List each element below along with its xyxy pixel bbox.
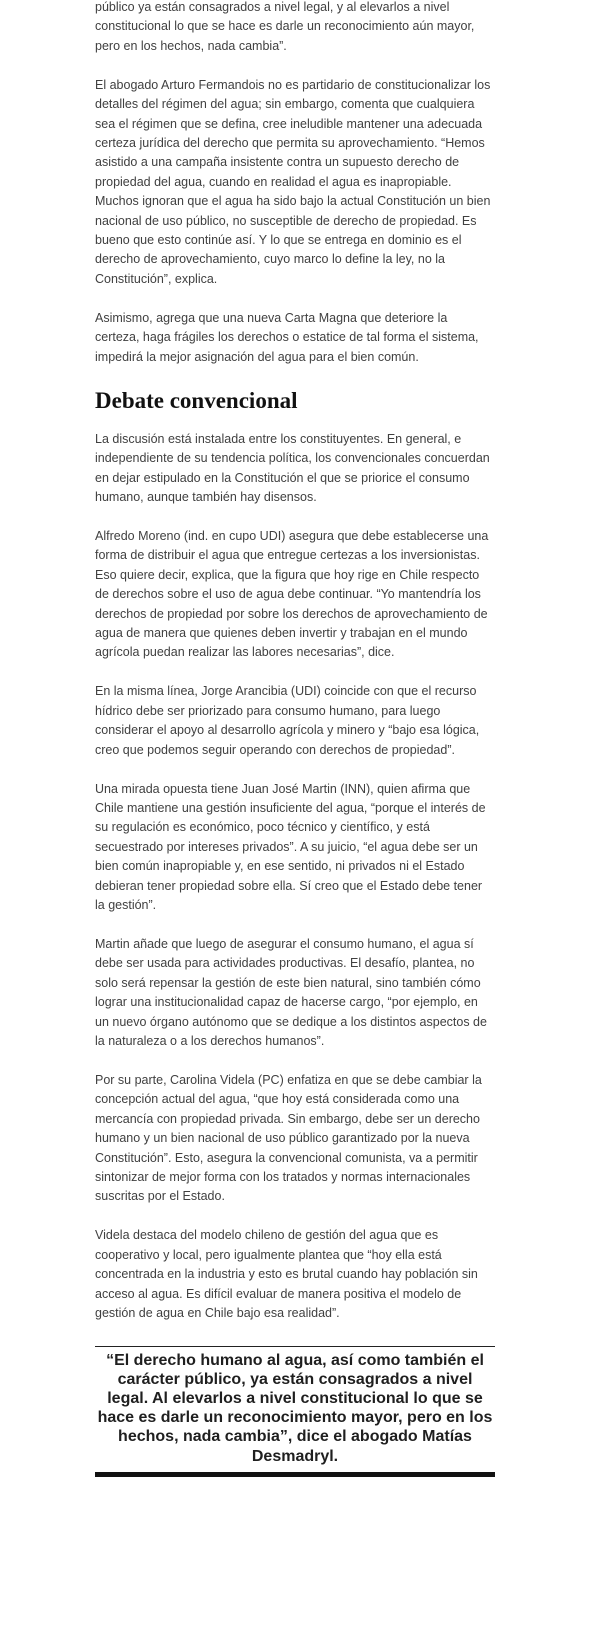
paragraph-2: El abogado Arturo Fermandois no es partidario de constitucionalizar los detalles del régimen del agua; sin embargo, comenta que cualquiera sea el régimen que se defina, cree ineludible mantener una adecuada certeza jurídica del derecho que permita su aprovechamiento. “Hemos asistido a una campaña insistente contra un supuesto derecho de propiedad del agua, cuando en realidad el agua es inapropiable. Muchos ignoran que el agua ha sido bajo la actual Constitución un bien nacional de uso público, no susceptible de derecho de propiedad. Es bueno que esto continúe así. Y lo que se entrega en dominio es el derecho de aprovechamiento, cuyo marco lo define la ley, no la Constitución”, explica. xyxy=(95,77,491,286)
paragraph-10: Videla destaca del modelo chileno de gestión del agua que es cooperativo y local, pero igualmente plantea que “hoy ella está concentrada en la industria y esto es brutal cuando hay población sin acceso al agua. Es difícil evaluar de manera positiva el modelo de gestión de agua en Chile bajo esa realidad”. xyxy=(95,1228,478,1321)
paragraph-7: Una mirada opuesta tiene Juan José Martin (INN), quien afirma que Chile mantiene una gestión insuficiente del agua, “porque el interés de su regulación es económico, poco técnico y científico, y está secuestrado por intereses privados”. A su juicio, “el agua debe ser un bien común inapropiable y, en ese sentido, ni privados ni el Estado debieran tener propiedad sobre ella. Sí creo que el Estado debe tener la gestión”. xyxy=(95,781,486,912)
paragraph-1: público ya están consagrados a nivel legal, y al elevarlos a nivel constitucional lo que se hace es darle un reconocimiento aún mayor, pero en los hechos, nada cambia”. xyxy=(95,0,475,53)
pull-quote: “El derecho humano al agua, así como también el carácter público, ya están consagrados a nivel legal. Al elevarlos a nivel constitucional lo que se hace es darle un reconocimiento mayor, pero en los hechos, nada cambia”, dice el abogado Matías Desmadryl. xyxy=(95,1346,495,1477)
paragraph-4: La discusión está instalada entre los constituyentes. En general, e independiente de su tendencia política, los convencionales concuerdan en dejar estipulado en la Constitución el que se priorice el consumo humano, aunque también hay disensos. xyxy=(95,431,490,504)
paragraph-9: Por su parte, Carolina Videla (PC) enfatiza en que se debe cambiar la concepción actual del agua, “que hoy está considerada como una mercancía con propiedad privada. Sin embargo, debe ser un derecho humano y un bien nacional de uso público garantizado por la nueva Constitución”. Esto, asegura la convencional comunista, va a permitir sintonizar de mejor forma con los tratados y normas internacionales suscritas por el Estado. xyxy=(95,1073,482,1204)
paragraph-8: Martin añade que luego de asegurar el consumo humano, el agua sí debe ser usada para actividades productivas. El desafío, plantea, no solo será repensar la gestión de este bien natural, sino también cómo lograr una institucionalidad capaz de hacerse cargo, “por ejemplo, en un nuevo órgano autónomo que se dedique a los distintos aspectos de la naturaleza o a los derechos humanos”. xyxy=(95,937,487,1049)
section-heading: Debate convencional xyxy=(95,387,298,413)
paragraph-5: Alfredo Moreno (ind. en cupo UDI) asegura que debe establecerse una forma de distribuir el agua que entregue certezas a los inversionistas. Eso quiere decir, explica, que la figura que hoy rige en Chile respecto de derechos sobre el uso de agua debe continuar. “Yo mantendría los derechos de propiedad por sobre los derechos de aprovechamiento de agua de manera que quienes deben invertir y trabajan en el mundo agrícola puedan realizar las labores necesarias”, dice. xyxy=(95,528,489,660)
paragraph-6: En la misma línea, Jorge Arancibia (UDI) coincide con que el recurso hídrico debe ser priorizado para consumo humano, para luego considerar el apoyo al desarrollo agrícola y minero y “bajo esa lógica, creo que podemos seguir operando con derechos de propiedad”. xyxy=(95,684,480,757)
paragraph-3: Asimismo, agrega que una nueva Carta Magna que deteriore la certeza, haga frágiles los derechos o estatice de tal forma el sistema, impedirá la mejor asignación del agua para el bien común. xyxy=(95,310,479,364)
article-body xyxy=(95,0,495,1493)
